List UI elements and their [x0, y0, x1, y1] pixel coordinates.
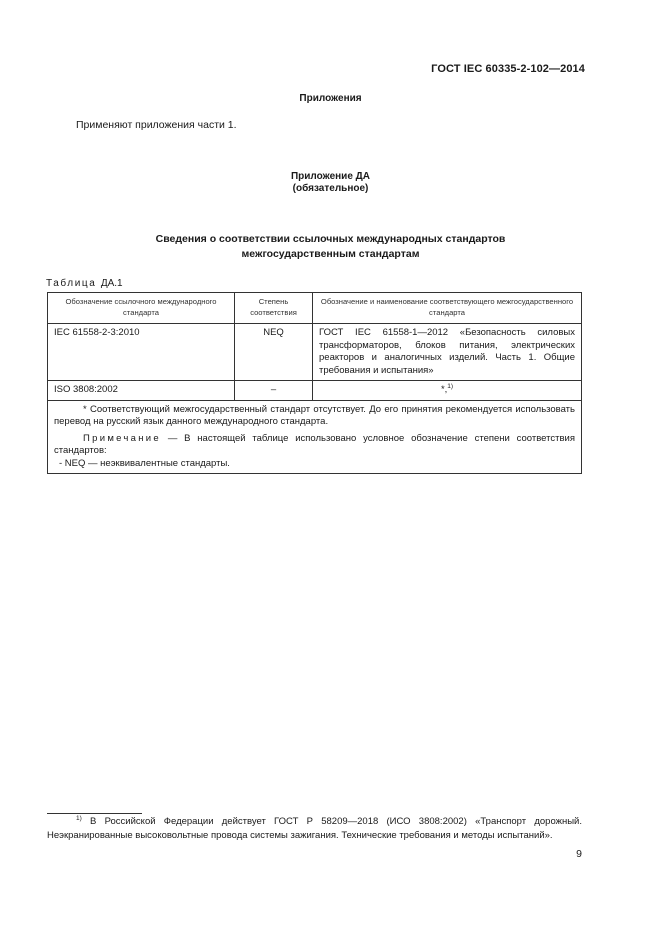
- table-row: [48, 324, 582, 381]
- cell-national: ГОСТ IEC 61558-1—2012 «Безопасность силовых трансформаторов, блоков питания, электрических реакторов и аналогичных изделий. Часть 1. Общие требования и испытания»: [313, 324, 582, 381]
- footnote-text: В Российской Федерации действует ГОСТ Р 58209—2018 (ИСО 3808:2002) «Транспорт дорожный. Неэкранированные высоковольтные провода системы зажигания. Технические требования и методы испытаний».: [47, 816, 582, 841]
- table-label-prefix: Таблица: [46, 278, 97, 289]
- footnote-rule: [47, 813, 142, 814]
- annex-title: Приложение ДА: [290, 171, 371, 182]
- footnote-ref: 1): [447, 382, 454, 390]
- footnote: [47, 815, 582, 842]
- note-text: — В настоящей таблице использовано условное обозначение степени соответствия стандартов:: [54, 432, 575, 456]
- annex-subject-line1: Сведения о соответствии ссылочных международных стандартов: [155, 233, 506, 245]
- table-row: [48, 381, 582, 401]
- footnote-paragraph: [47, 815, 582, 842]
- note-label: Примечание: [83, 432, 161, 444]
- header-national-standard: Обозначение и наименование соответствующего межгосударственного стандарта: [313, 293, 582, 324]
- header-degree: Степень соответствия: [235, 293, 313, 324]
- page-number: 9: [576, 848, 582, 860]
- table-notes-row: [48, 400, 582, 474]
- table-notes: [48, 400, 582, 474]
- appendices-heading: Приложения: [299, 93, 362, 104]
- appendices-text: Применяют приложения части 1.: [76, 119, 237, 131]
- footnote-marker: 1): [76, 814, 82, 822]
- note-paragraph: [54, 433, 575, 458]
- header-ref-standard: Обозначение ссылочного международного стандарта: [48, 293, 235, 324]
- standard-code: ГОСТ IEC 60335-2-102—2014: [431, 63, 585, 75]
- table-label: [46, 278, 123, 289]
- annex-status: (обязательное): [292, 183, 369, 194]
- cell-national-text: *,: [440, 384, 448, 395]
- correspondence-table: [47, 292, 582, 474]
- cell-degree: NEQ: [235, 324, 313, 381]
- annex-subject: [0, 232, 661, 262]
- cell-degree: –: [235, 381, 313, 401]
- table-header-row: [48, 293, 582, 324]
- asterisk-note: * Соответствующий межгосударственный стандарт отсутствует. До его принятия рекомендуется использовать перевод на русский язык данного международного стандарта.: [54, 403, 575, 427]
- cell-ref: ISO 3808:2002: [48, 381, 235, 401]
- cell-ref: IEC 61558-2-3:2010: [48, 324, 235, 381]
- cell-national: [313, 381, 582, 401]
- table-label-number: ДА.1: [100, 278, 123, 289]
- note-item: - NEQ — неэквивалентные стандарты.: [59, 457, 230, 469]
- annex-subject-line2: межгосударственным стандартам: [241, 248, 420, 260]
